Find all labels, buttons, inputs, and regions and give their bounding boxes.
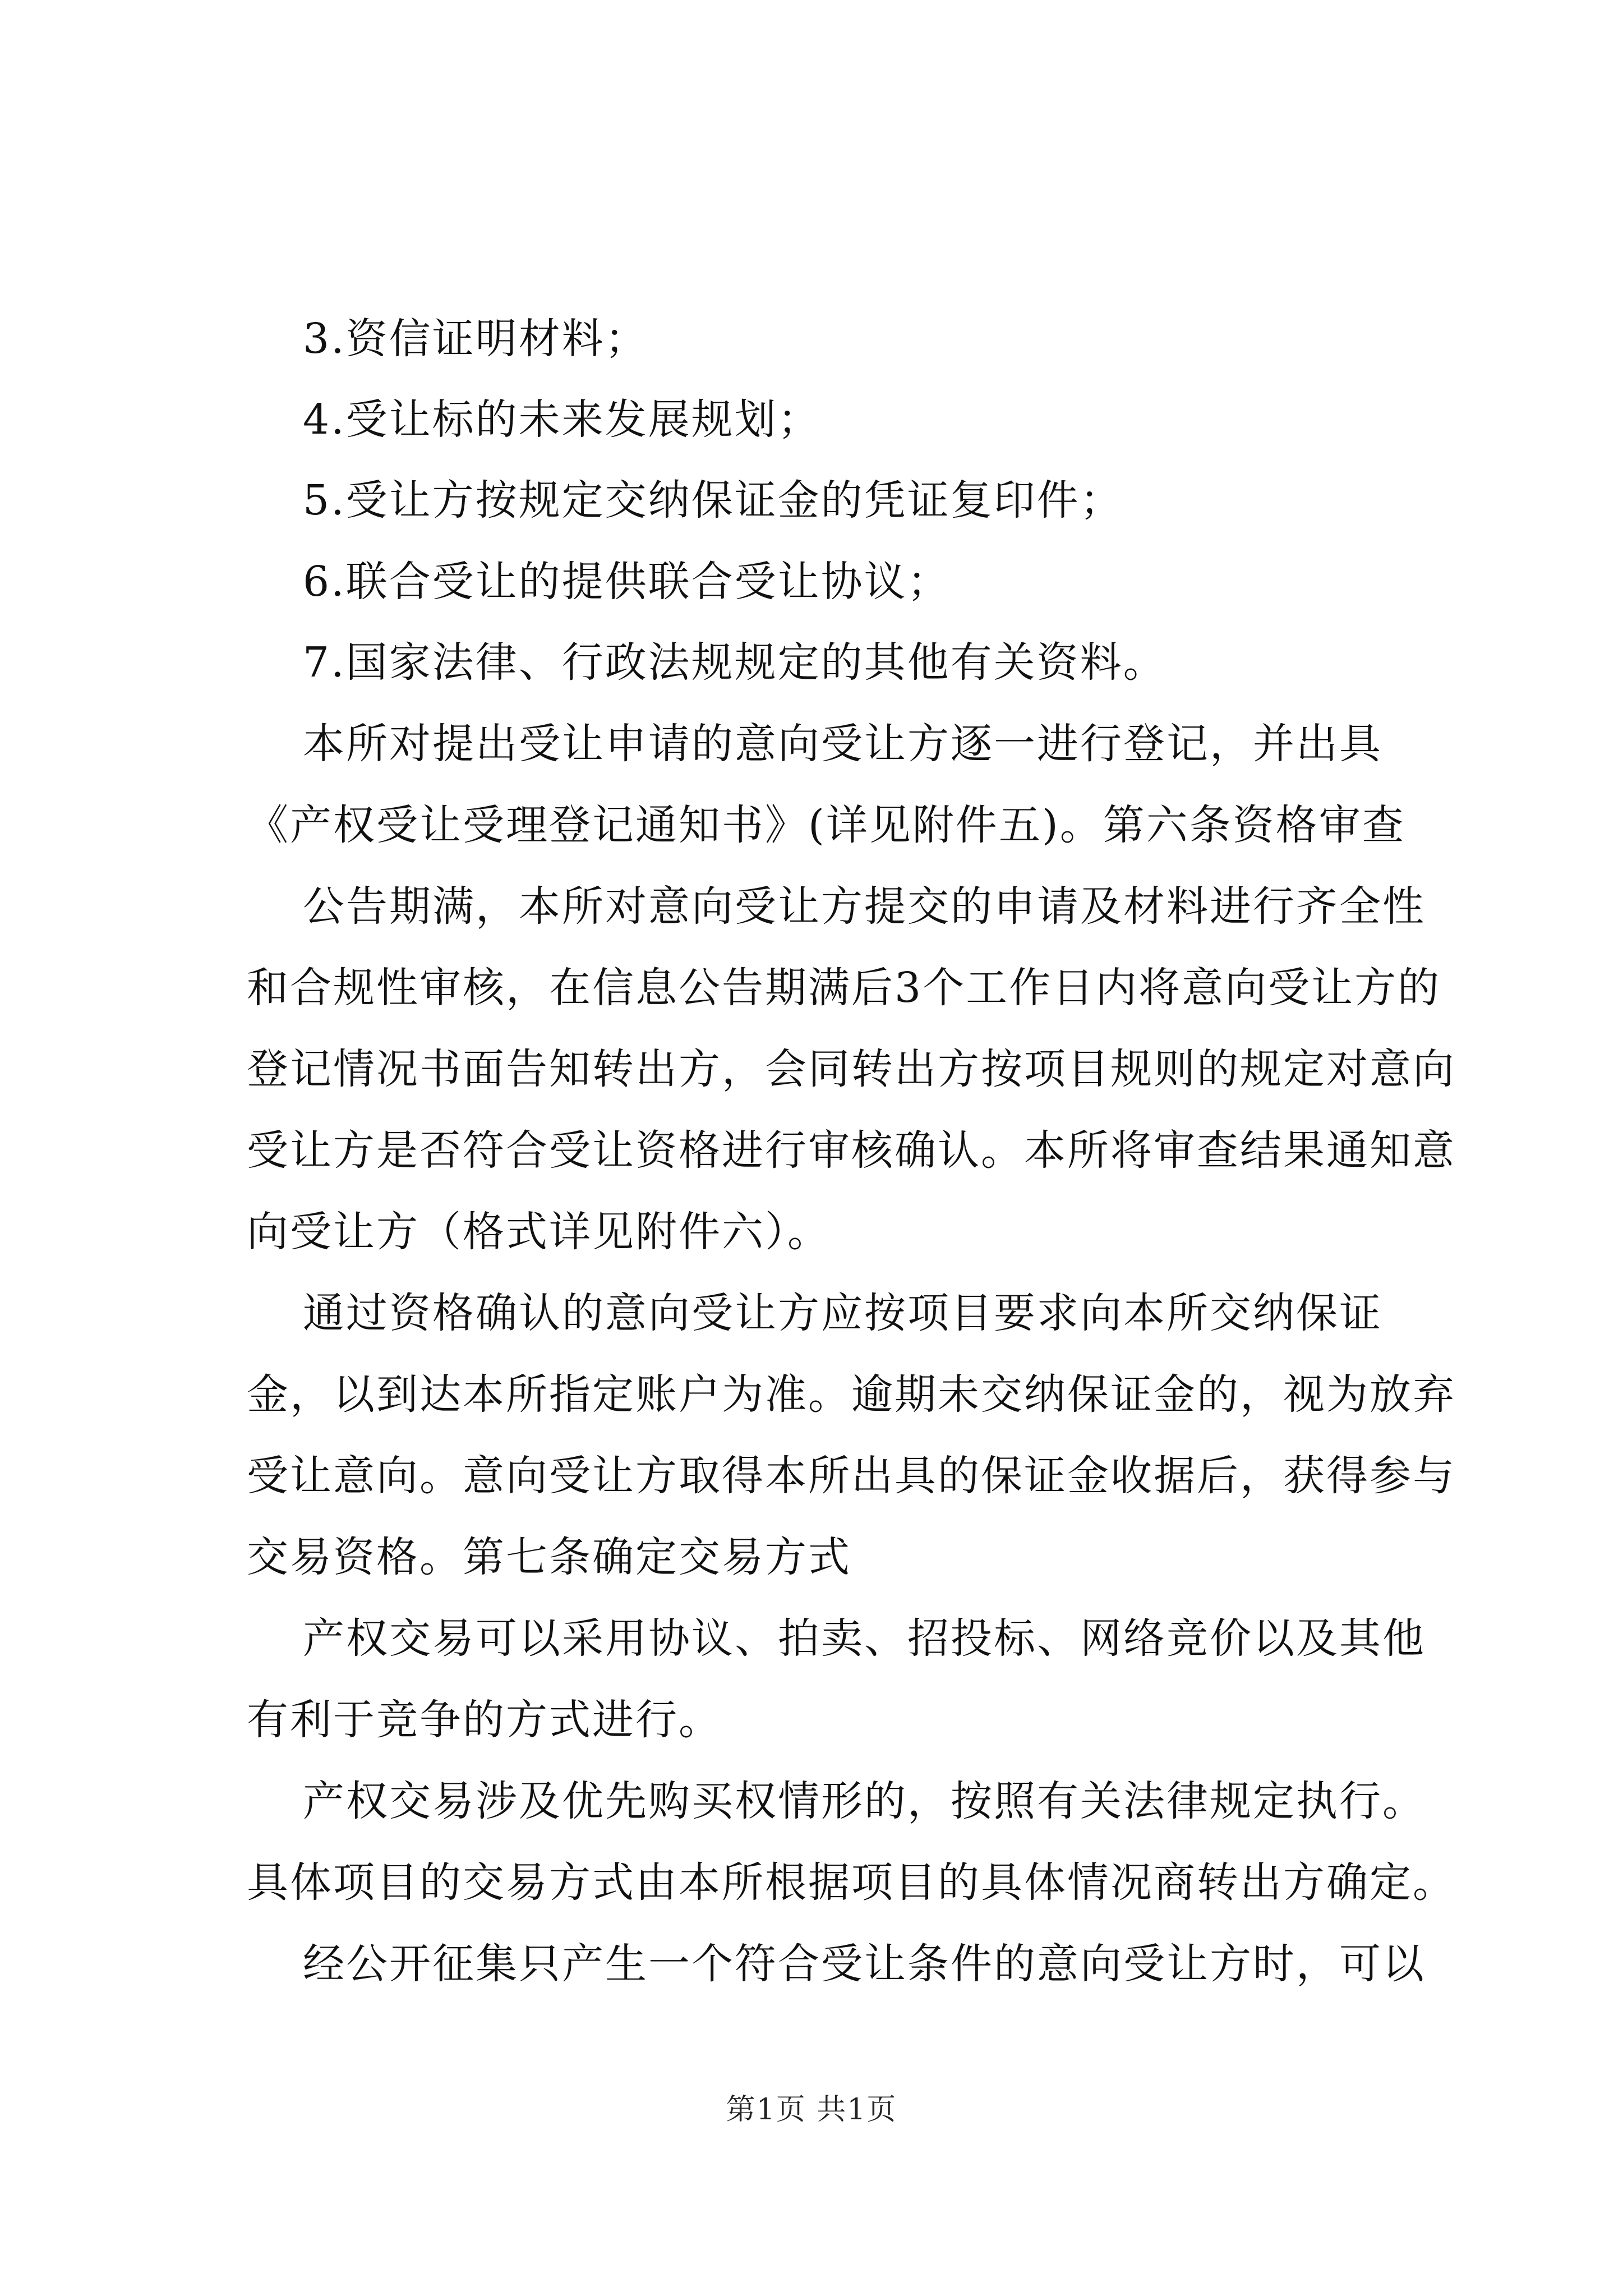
paragraph-line: 具体项目的交易方式由本所根据项目的具体情况商转出方确定。	[247, 1858, 1456, 1907]
paragraph-line: 受让方是否符合受让资格进行审核确认。本所将审查结果通知意	[247, 1126, 1456, 1175]
page-footer: 第1页 共1页	[726, 2093, 897, 2127]
paragraph-line: 受让意向。意向受让方取得本所出具的保证金收据后，获得参与	[247, 1452, 1456, 1500]
paragraph-line: 登记情况书面告知转出方，会同转出方按项目规则的规定对意向	[247, 1045, 1456, 1093]
list-item-4: 4.受让标的未来发展规划；	[303, 395, 821, 444]
list-item-6: 6.联合受让的提供联合受让协议；	[303, 558, 951, 606]
paragraph-line: 产权交易可以采用协议、拍卖、招投标、网络竞价以及其他	[303, 1614, 1426, 1663]
paragraph-line: 公告期满，本所对意向受让方提交的申请及材料进行齐全性	[303, 882, 1426, 931]
list-item-7: 7.国家法律、行政法规规定的其他有关资料。	[303, 638, 1166, 687]
paragraph-line: 有利于竞争的方式进行。	[247, 1696, 722, 1744]
paragraph-line: 产权交易涉及优先购买权情形的，按照有关法律规定执行。	[303, 1777, 1426, 1825]
paragraph-line: 《产权受让受理登记通知书》(详见附件五)。第六条资格审查	[247, 801, 1405, 849]
paragraph-line: 通过资格确认的意向受让方应按项目要求向本所交纳保证	[303, 1289, 1382, 1337]
list-item-3: 3.资信证明材料；	[303, 315, 648, 363]
paragraph-line: 金，以到达本所指定账户为准。逾期未交纳保证金的，视为放弃	[247, 1370, 1456, 1419]
paragraph-line: 交易资格。第七条确定交易方式	[247, 1533, 851, 1581]
paragraph-line: 向受让方（格式详见附件六）。	[247, 1208, 831, 1256]
paragraph-line: 本所对提出受让申请的意向受让方逐一进行登记，并出具	[303, 720, 1382, 768]
paragraph-line: 和合规性审核，在信息公告期满后3个工作日内将意向受让方的	[247, 964, 1441, 1012]
list-item-5: 5.受让方按规定交纳保证金的凭证复印件；	[303, 476, 1123, 524]
paragraph-line: 经公开征集只产生一个符合受让条件的意向受让方时，可以	[303, 1940, 1426, 1988]
